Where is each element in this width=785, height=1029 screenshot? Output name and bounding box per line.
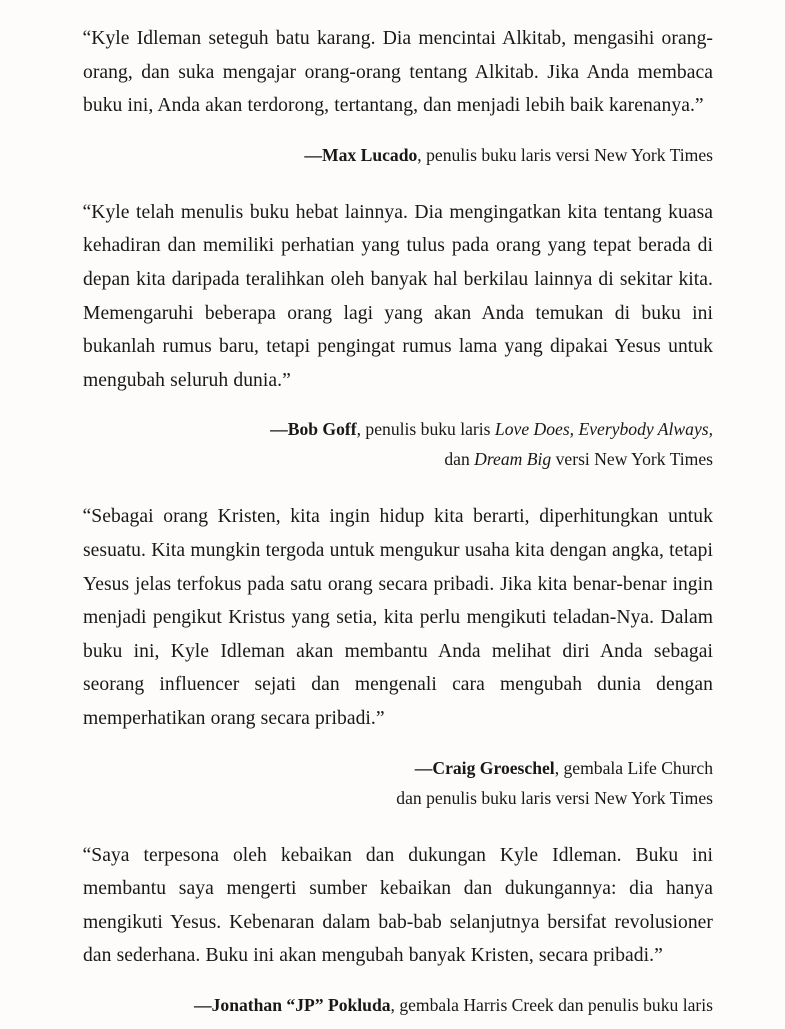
attribution-detail: , gembala Harris Creek dan penulis buku laris — [390, 994, 713, 1015]
attribution-line — [83, 414, 713, 444]
attribution-detail: versi New York Times — [551, 449, 713, 470]
attribution-line — [83, 990, 713, 1020]
attribution-detail: dan — [444, 449, 475, 470]
endorsement-block — [83, 839, 713, 1020]
endorsement-quote: “Sebagai orang Kristen, kita ingin hidup kita berarti, diperhitungkan untuk sesuatu. Kita mungkin tergoda untuk mengukur usaha kita dengan angka, tetapi Yesus jelas terfokus pada satu orang secara pribadi. Jika kita benar-benar ingin menjadi pengikut Kristus yang setia, kita perlu mengikuti teladan-Nya. Dalam buku ini, Kyle Idleman akan membantu Anda melihat diri Anda sebagai seorang influencer sejati dan mengenali cara mengubah dunia dengan memperhatikan orang secara pribadi.” — [82, 506, 713, 729]
endorsement-attribution — [83, 753, 713, 813]
attribution-detail: , gembala Life Church — [554, 757, 713, 778]
attribution-detail: dan penulis buku laris versi New York Times — [396, 787, 713, 808]
attribution-name: —Bob Goff — [270, 419, 357, 440]
attribution-name: —Max Lucado — [304, 144, 418, 165]
attribution-line — [83, 753, 713, 783]
endorsement-attribution — [83, 414, 713, 474]
attribution-name: —Craig Groeschel — [414, 757, 555, 778]
endorsement-block — [83, 500, 713, 812]
endorsement-list — [83, 22, 713, 1020]
attribution-book-titles: Love Does, Everybody Always, — [494, 419, 713, 440]
attribution-detail: , penulis buku laris — [356, 419, 495, 440]
attribution-line — [83, 444, 713, 474]
attribution-line — [83, 140, 713, 170]
attribution-name: —Jonathan “JP” Pokluda — [194, 994, 391, 1015]
endorsement-quote: “Saya terpesona oleh kebaikan dan dukungan Kyle Idleman. Buku ini membantu saya mengerti sumber kebaikan dan dukungannya: dia hanya mengikuti Yesus. Kebenaran dalam bab-bab selanjutnya bersifat revolusioner dan sederhana. Buku ini akan mengubah banyak Kristen, secara pribadi.” — [82, 844, 713, 967]
endorsement-quote: “Kyle telah menulis buku hebat lainnya. Dia mengingatkan kita tentang kuasa kehadiran dan memiliki perhatian yang tulus pada orang yang tepat berada di depan kita daripada teralihkan oleh banyak hal berkilau lainnya di sekitar kita. Memengaruhi beberapa orang lagi yang akan Anda temukan di buku ini bukanlah rumus baru, tetapi pengingat rumus lama yang dipakai Yesus untuk mengubah seluruh dunia.” — [82, 201, 713, 391]
endorsement-block — [83, 196, 713, 475]
attribution-line — [83, 783, 713, 813]
endorsement-attribution — [83, 990, 713, 1020]
attribution-detail: , penulis buku laris versi New York Times — [417, 144, 713, 165]
endorsement-quote: “Kyle Idleman seteguh batu karang. Dia mencintai Alkitab, mengasihi orang-orang, dan suka mengajar orang-orang tentang Alkitab. Jika Anda membaca buku ini, Anda akan terdorong, tertantang, dan menjadi lebih baik karenanya.” — [82, 28, 713, 117]
attribution-book-title: Dream Big — [474, 449, 552, 470]
endorsement-block — [83, 22, 713, 170]
endorsement-attribution — [83, 140, 713, 170]
